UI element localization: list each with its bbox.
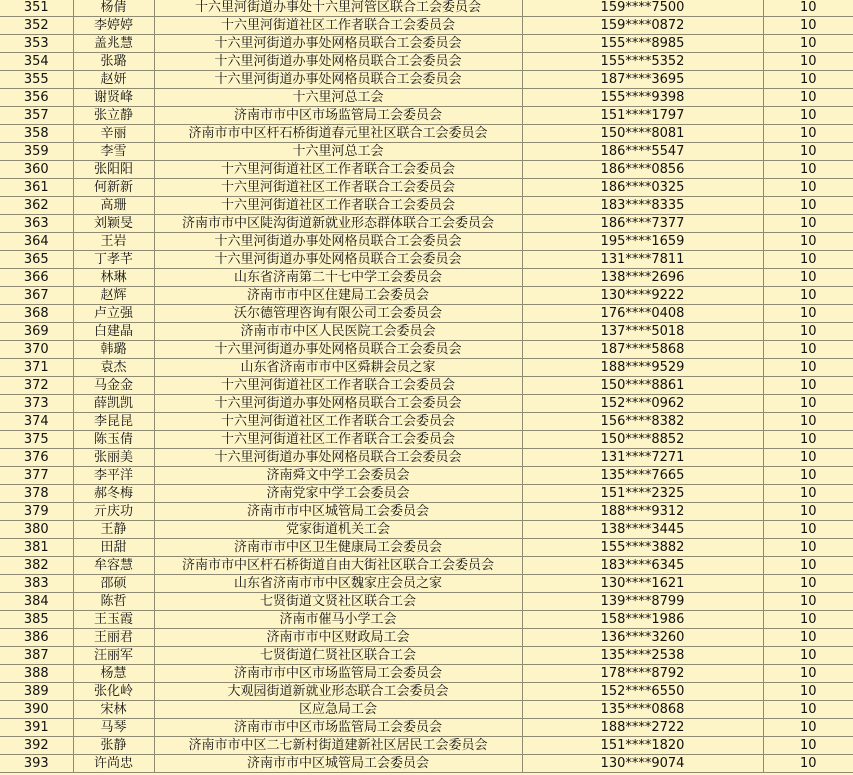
- cell-score: 10: [763, 629, 853, 647]
- cell-organization: 济南市市中区城管局工会委员会: [154, 755, 522, 773]
- cell-name: 赵辉: [73, 287, 154, 305]
- table-row: [0, 593, 853, 611]
- cell-number: 372: [0, 377, 73, 395]
- cell-number: 368: [0, 305, 73, 323]
- cell-score: 10: [763, 359, 853, 377]
- cell-phone: 159****0872: [522, 17, 763, 35]
- cell-name: 田甜: [73, 539, 154, 557]
- cell-phone: 176****0408: [522, 305, 763, 323]
- cell-organization: 沃尔德管理咨询有限公司工会委员会: [154, 305, 522, 323]
- cell-phone: 183****8335: [522, 197, 763, 215]
- cell-score: 10: [763, 737, 853, 755]
- cell-name: 谢贤峰: [73, 89, 154, 107]
- cell-number: 366: [0, 269, 73, 287]
- cell-phone: 188****2722: [522, 719, 763, 737]
- cell-organization: 山东省济南第二十七中学工会委员会: [154, 269, 522, 287]
- cell-name: 陈哲: [73, 593, 154, 611]
- cell-score: 10: [763, 179, 853, 197]
- cell-name: 张静: [73, 737, 154, 755]
- table-row: [0, 521, 853, 539]
- cell-name: 郝冬梅: [73, 485, 154, 503]
- cell-phone: 131****7811: [522, 251, 763, 269]
- cell-organization: 济南市市中区财政局工会: [154, 629, 522, 647]
- cell-organization: 十六里河街道办事处网格员联合工会委员会: [154, 395, 522, 413]
- cell-name: 张丽美: [73, 449, 154, 467]
- cell-score: 10: [763, 287, 853, 305]
- cell-number: 371: [0, 359, 73, 377]
- cell-phone: 188****9312: [522, 503, 763, 521]
- cell-phone: 137****5018: [522, 323, 763, 341]
- cell-name: 林琳: [73, 269, 154, 287]
- cell-score: 10: [763, 305, 853, 323]
- cell-organization: 济南市市中区杆石桥街道春元里社区联合工会委员会: [154, 125, 522, 143]
- cell-phone: 151****1797: [522, 107, 763, 125]
- cell-number: 359: [0, 143, 73, 161]
- cell-organization: 十六里河街道社区工作者联合工会委员会: [154, 197, 522, 215]
- table-row: [0, 53, 853, 71]
- cell-number: 353: [0, 35, 73, 53]
- cell-name: 李婷婷: [73, 17, 154, 35]
- cell-organization: 十六里河街道办事处网格员联合工会委员会: [154, 341, 522, 359]
- cell-score: 10: [763, 485, 853, 503]
- cell-phone: 195****1659: [522, 233, 763, 251]
- cell-phone: 155****3882: [522, 539, 763, 557]
- table-row: [0, 719, 853, 737]
- cell-number: 381: [0, 539, 73, 557]
- cell-name: 杨慧: [73, 665, 154, 683]
- cell-phone: 186****0325: [522, 179, 763, 197]
- cell-name: 宋林: [73, 701, 154, 719]
- cell-score: 10: [763, 341, 853, 359]
- cell-score: 10: [763, 233, 853, 251]
- cell-phone: 135****0868: [522, 701, 763, 719]
- cell-number: 378: [0, 485, 73, 503]
- cell-name: 李平洋: [73, 467, 154, 485]
- cell-organization: 大观园街道新就业形态联合工会委员会: [154, 683, 522, 701]
- cell-name: 韩璐: [73, 341, 154, 359]
- table-row: [0, 269, 853, 287]
- cell-name: 马琴: [73, 719, 154, 737]
- cell-organization: 济南市市中区市场监管局工会委员会: [154, 719, 522, 737]
- cell-score: 10: [763, 611, 853, 629]
- cell-phone: 150****8852: [522, 431, 763, 449]
- table-row: [0, 683, 853, 701]
- cell-phone: 136****3260: [522, 629, 763, 647]
- cell-score: 10: [763, 539, 853, 557]
- cell-name: 辛丽: [73, 125, 154, 143]
- cell-phone: 130****9222: [522, 287, 763, 305]
- table-row: [0, 449, 853, 467]
- cell-organization: 十六里河街道办事处网格员联合工会委员会: [154, 449, 522, 467]
- cell-phone: 155****5352: [522, 53, 763, 71]
- cell-organization: 济南舜文中学工会委员会: [154, 467, 522, 485]
- table-row: [0, 431, 853, 449]
- cell-number: 370: [0, 341, 73, 359]
- cell-phone: 178****8792: [522, 665, 763, 683]
- cell-name: 李雪: [73, 143, 154, 161]
- cell-name: 李昆昆: [73, 413, 154, 431]
- table-row: [0, 287, 853, 305]
- cell-organization: 区应急局工会: [154, 701, 522, 719]
- cell-phone: 186****7377: [522, 215, 763, 233]
- cell-name: 张化岭: [73, 683, 154, 701]
- table-row: [0, 233, 853, 251]
- cell-phone: 135****2538: [522, 647, 763, 665]
- cell-number: 358: [0, 125, 73, 143]
- table-row: [0, 107, 853, 125]
- cell-organization: 十六里河街道社区工作者联合工会委员会: [154, 179, 522, 197]
- table-row: [0, 71, 853, 89]
- cell-name: 袁杰: [73, 359, 154, 377]
- table-row: [0, 251, 853, 269]
- cell-number: 363: [0, 215, 73, 233]
- cell-phone: 130****9074: [522, 755, 763, 773]
- table-row: [0, 161, 853, 179]
- cell-score: 10: [763, 449, 853, 467]
- cell-phone: 139****8799: [522, 593, 763, 611]
- cell-name: 邵硕: [73, 575, 154, 593]
- cell-organization: 十六里河总工会: [154, 143, 522, 161]
- cell-name: 白建晶: [73, 323, 154, 341]
- cell-score: 10: [763, 521, 853, 539]
- cell-phone: 186****5547: [522, 143, 763, 161]
- cell-name: 陈玉倩: [73, 431, 154, 449]
- table-row: [0, 35, 853, 53]
- cell-number: 374: [0, 413, 73, 431]
- cell-organization: 七贤街道仁贤社区联合工会: [154, 647, 522, 665]
- cell-score: 10: [763, 593, 853, 611]
- cell-name: 汪丽军: [73, 647, 154, 665]
- cell-phone: 130****1621: [522, 575, 763, 593]
- cell-phone: 152****6550: [522, 683, 763, 701]
- cell-organization: 济南市市中区住建局工会委员会: [154, 287, 522, 305]
- cell-name: 亓庆功: [73, 503, 154, 521]
- cell-name: 王玉霞: [73, 611, 154, 629]
- cell-phone: 151****1820: [522, 737, 763, 755]
- table-row: [0, 377, 853, 395]
- table-row: [0, 413, 853, 431]
- cell-number: 364: [0, 233, 73, 251]
- cell-organization: 十六里河街道社区工作者联合工会委员会: [154, 17, 522, 35]
- cell-organization: 济南市市中区市场监管局工会委员会: [154, 107, 522, 125]
- cell-name: 张立静: [73, 107, 154, 125]
- cell-phone: 151****2325: [522, 485, 763, 503]
- cell-score: 10: [763, 143, 853, 161]
- table-row: [0, 179, 853, 197]
- cell-organization: 十六里河街道办事处网格员联合工会委员会: [154, 71, 522, 89]
- cell-score: 10: [763, 647, 853, 665]
- cell-number: 352: [0, 17, 73, 35]
- cell-phone: 135****7665: [522, 467, 763, 485]
- cell-number: 354: [0, 53, 73, 71]
- cell-name: 杨倩: [73, 0, 154, 17]
- cell-score: 10: [763, 53, 853, 71]
- cell-score: 10: [763, 575, 853, 593]
- cell-number: 380: [0, 521, 73, 539]
- cell-phone: 150****8861: [522, 377, 763, 395]
- table-row: [0, 539, 853, 557]
- table-row: [0, 17, 853, 35]
- cell-organization: 济南市市中区城管局工会委员会: [154, 503, 522, 521]
- cell-phone: 155****8985: [522, 35, 763, 53]
- cell-score: 10: [763, 71, 853, 89]
- cell-number: 377: [0, 467, 73, 485]
- table-row: [0, 701, 853, 719]
- cell-phone: 150****8081: [522, 125, 763, 143]
- cell-phone: 183****6345: [522, 557, 763, 575]
- cell-score: 10: [763, 251, 853, 269]
- cell-organization: 山东省济南市市中区魏家庄会员之家: [154, 575, 522, 593]
- cell-score: 10: [763, 215, 853, 233]
- cell-score: 10: [763, 683, 853, 701]
- cell-number: 387: [0, 647, 73, 665]
- cell-phone: 152****0962: [522, 395, 763, 413]
- cell-number: 386: [0, 629, 73, 647]
- cell-score: 10: [763, 35, 853, 53]
- cell-name: 张阳阳: [73, 161, 154, 179]
- cell-phone: 159****7500: [522, 0, 763, 17]
- table-row: [0, 647, 853, 665]
- cell-name: 许尚忠: [73, 755, 154, 773]
- cell-number: 362: [0, 197, 73, 215]
- table-row: [0, 359, 853, 377]
- table-row: [0, 0, 853, 17]
- cell-name: 高珊: [73, 197, 154, 215]
- table-row: [0, 341, 853, 359]
- cell-number: 388: [0, 665, 73, 683]
- table-row: [0, 215, 853, 233]
- cell-name: 张璐: [73, 53, 154, 71]
- cell-number: 356: [0, 89, 73, 107]
- cell-number: 351: [0, 0, 73, 17]
- cell-score: 10: [763, 17, 853, 35]
- cell-organization: 济南市市中区市场监管局工会委员会: [154, 665, 522, 683]
- cell-organization: 十六里河街道社区工作者联合工会委员会: [154, 161, 522, 179]
- cell-score: 10: [763, 467, 853, 485]
- cell-number: 373: [0, 395, 73, 413]
- table-row: [0, 125, 853, 143]
- cell-score: 10: [763, 269, 853, 287]
- cell-organization: 济南市市中区二七新村街道建新社区居民工会委员会: [154, 737, 522, 755]
- cell-number: 357: [0, 107, 73, 125]
- cell-organization: 十六里河总工会: [154, 89, 522, 107]
- table-row: [0, 629, 853, 647]
- cell-number: 391: [0, 719, 73, 737]
- cell-score: 10: [763, 125, 853, 143]
- cell-number: 365: [0, 251, 73, 269]
- cell-score: 10: [763, 107, 853, 125]
- cell-organization: 济南市市中区卫生健康局工会委员会: [154, 539, 522, 557]
- cell-name: 何新新: [73, 179, 154, 197]
- cell-number: 382: [0, 557, 73, 575]
- cell-phone: 187****5868: [522, 341, 763, 359]
- table-row: [0, 89, 853, 107]
- cell-name: 刘颖旻: [73, 215, 154, 233]
- cell-phone: 158****1986: [522, 611, 763, 629]
- cell-organization: 济南市市中区杆石桥街道自由大街社区联合工会委员会: [154, 557, 522, 575]
- cell-name: 赵妍: [73, 71, 154, 89]
- cell-score: 10: [763, 197, 853, 215]
- table-row: [0, 503, 853, 521]
- cell-number: 369: [0, 323, 73, 341]
- table-row: [0, 485, 853, 503]
- cell-phone: 187****3695: [522, 71, 763, 89]
- cell-phone: 156****8382: [522, 413, 763, 431]
- cell-number: 355: [0, 71, 73, 89]
- table-row: [0, 755, 853, 773]
- table-row: [0, 737, 853, 755]
- cell-number: 360: [0, 161, 73, 179]
- cell-score: 10: [763, 323, 853, 341]
- cell-phone: 131****7271: [522, 449, 763, 467]
- cell-score: 10: [763, 377, 853, 395]
- cell-number: 383: [0, 575, 73, 593]
- cell-organization: 十六里河街道办事处十六里河管区联合工会委员会: [154, 0, 522, 17]
- cell-score: 10: [763, 413, 853, 431]
- cell-score: 10: [763, 431, 853, 449]
- cell-number: 389: [0, 683, 73, 701]
- cell-number: 375: [0, 431, 73, 449]
- cell-name: 丁孝芊: [73, 251, 154, 269]
- cell-phone: 186****0856: [522, 161, 763, 179]
- cell-name: 王静: [73, 521, 154, 539]
- cell-organization: 十六里河街道社区工作者联合工会委员会: [154, 413, 522, 431]
- cell-number: 393: [0, 755, 73, 773]
- cell-organization: 十六里河街道办事处网格员联合工会委员会: [154, 233, 522, 251]
- cell-number: 390: [0, 701, 73, 719]
- cell-number: 384: [0, 593, 73, 611]
- cell-number: 379: [0, 503, 73, 521]
- table-row: [0, 575, 853, 593]
- cell-score: 10: [763, 89, 853, 107]
- cell-organization: 济南市市中区陡沟街道新就业形态群体联合工会委员会: [154, 215, 522, 233]
- cell-organization: 济南市市中区人民医院工会委员会: [154, 323, 522, 341]
- cell-organization: 十六里河街道办事处网格员联合工会委员会: [154, 53, 522, 71]
- cell-organization: 十六里河街道社区工作者联合工会委员会: [154, 431, 522, 449]
- table-row: [0, 467, 853, 485]
- table-row: [0, 143, 853, 161]
- cell-score: 10: [763, 701, 853, 719]
- cell-name: 王岩: [73, 233, 154, 251]
- cell-phone: 188****9529: [522, 359, 763, 377]
- cell-score: 10: [763, 755, 853, 773]
- cell-number: 361: [0, 179, 73, 197]
- cell-score: 10: [763, 503, 853, 521]
- cell-organization: 济南党家中学工会委员会: [154, 485, 522, 503]
- cell-organization: 山东省济南市市中区舜耕会员之家: [154, 359, 522, 377]
- cell-organization: 济南市催马小学工会: [154, 611, 522, 629]
- table-row: [0, 395, 853, 413]
- cell-number: 376: [0, 449, 73, 467]
- cell-name: 盖兆慧: [73, 35, 154, 53]
- cell-phone: 138****3445: [522, 521, 763, 539]
- cell-organization: 党家街道机关工会: [154, 521, 522, 539]
- cell-number: 392: [0, 737, 73, 755]
- cell-name: 卢立强: [73, 305, 154, 323]
- table-row: [0, 665, 853, 683]
- table-row: [0, 197, 853, 215]
- cell-score: 10: [763, 719, 853, 737]
- cell-phone: 138****2696: [522, 269, 763, 287]
- cell-name: 薛凯凯: [73, 395, 154, 413]
- cell-organization: 十六里河街道办事处网格员联合工会委员会: [154, 35, 522, 53]
- cell-number: 367: [0, 287, 73, 305]
- cell-score: 10: [763, 161, 853, 179]
- cell-name: 王丽君: [73, 629, 154, 647]
- table-row: [0, 611, 853, 629]
- cell-organization: 十六里河街道社区工作者联合工会委员会: [154, 377, 522, 395]
- table-row: [0, 305, 853, 323]
- cell-score: 10: [763, 557, 853, 575]
- cell-organization: 十六里河街道办事处网格员联合工会委员会: [154, 251, 522, 269]
- cell-score: 10: [763, 665, 853, 683]
- cell-name: 马金金: [73, 377, 154, 395]
- cell-score: 10: [763, 0, 853, 17]
- cell-organization: 七贤街道文贤社区联合工会: [154, 593, 522, 611]
- cell-number: 385: [0, 611, 73, 629]
- table-row: [0, 323, 853, 341]
- cell-phone: 155****9398: [522, 89, 763, 107]
- cell-score: 10: [763, 395, 853, 413]
- table-row: [0, 557, 853, 575]
- cell-name: 牟容慧: [73, 557, 154, 575]
